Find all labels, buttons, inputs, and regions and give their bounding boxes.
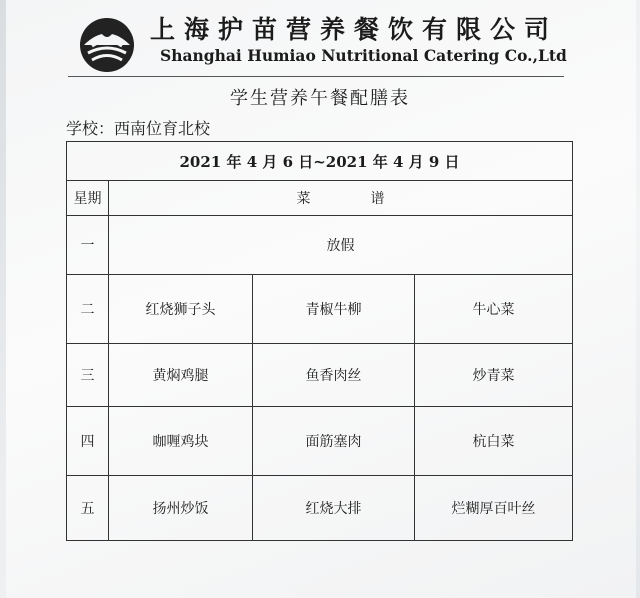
header-menu: 菜谱 <box>109 181 573 216</box>
table-row <box>67 476 573 541</box>
date-range-row <box>67 142 573 181</box>
dish-cell: 扬州炒饭 <box>109 476 253 541</box>
company-name-en: Shanghai Humiao Nutritional Catering Co.,Ltd <box>160 46 567 65</box>
table-row <box>67 344 573 407</box>
dish-cell: 炒青菜 <box>415 344 573 407</box>
date-range: 2021 年 4 月 6 日~2021 年 4 月 9 日 <box>67 142 573 181</box>
dish-cell: 青椒牛柳 <box>253 275 415 344</box>
day-cell: 一 <box>67 216 109 275</box>
school-label: 学校：西南位育北校 <box>66 119 211 138</box>
dish-cell: 黄焖鸡腿 <box>109 344 253 407</box>
table-row <box>67 216 573 275</box>
header-row <box>67 181 573 216</box>
table-row <box>67 275 573 344</box>
day-cell: 二 <box>67 275 109 344</box>
dish-cell: 烂糊厚百叶丝 <box>415 476 573 541</box>
day-cell: 五 <box>67 476 109 541</box>
menu-table <box>66 141 573 541</box>
dish-cell: 红烧狮子头 <box>109 275 253 344</box>
document-title: 学生营养午餐配膳表 <box>230 88 410 109</box>
day-cell: 四 <box>67 407 109 476</box>
day-cell: 三 <box>67 344 109 407</box>
dish-cell: 牛心菜 <box>415 275 573 344</box>
holiday-note: 放假 <box>109 216 573 275</box>
dish-cell: 面筋塞肉 <box>253 407 415 476</box>
dish-cell: 杭白菜 <box>415 407 573 476</box>
header-divider <box>68 76 564 77</box>
dish-cell: 咖喱鸡块 <box>109 407 253 476</box>
header-day: 星期 <box>67 181 109 216</box>
dish-cell: 鱼香肉丝 <box>253 344 415 407</box>
dish-cell: 红烧大排 <box>253 476 415 541</box>
company-logo-icon <box>78 16 136 74</box>
table-row <box>67 407 573 476</box>
company-name-cn: 上海护苗营养餐饮有限公司 <box>150 15 559 44</box>
